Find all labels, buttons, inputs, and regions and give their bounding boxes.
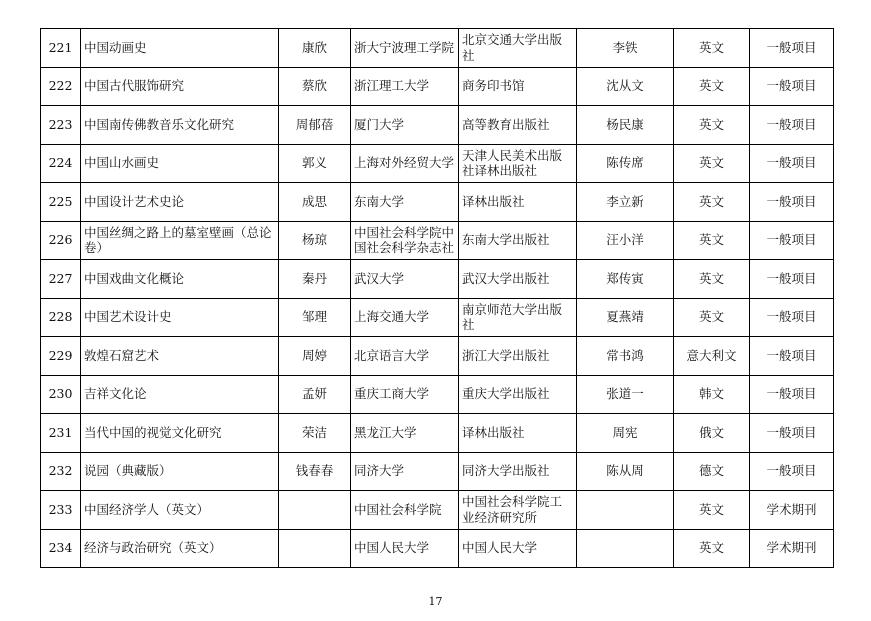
cell-project-type: 一般项目 <box>750 29 834 68</box>
cell-translator-name <box>279 529 351 568</box>
cell-translator-name: 杨琼 <box>279 221 351 260</box>
cell-translator-name: 孟妍 <box>279 375 351 414</box>
cell-project-type: 一般项目 <box>750 106 834 145</box>
cell-original-author: 周宪 <box>577 414 674 453</box>
cell-original-author: 张道一 <box>577 375 674 414</box>
cell-project-type: 一般项目 <box>750 414 834 453</box>
cell-institution: 中国社会科学院中国社会科学杂志社 <box>351 221 459 260</box>
cell-number: 223 <box>41 106 81 145</box>
cell-publisher: 天津人民美术出版社译林出版社 <box>459 144 577 183</box>
cell-language: 英文 <box>674 298 750 337</box>
cell-translator-name: 邹理 <box>279 298 351 337</box>
cell-institution: 东南大学 <box>351 183 459 222</box>
cell-original-author: 陈传席 <box>577 144 674 183</box>
cell-institution: 浙江理工大学 <box>351 67 459 106</box>
cell-project-type: 一般项目 <box>750 452 834 491</box>
page-number: 17 <box>428 595 443 608</box>
project-table <box>40 28 834 568</box>
cell-title: 中国经济学人（英文） <box>81 491 279 530</box>
cell-language: 英文 <box>674 260 750 299</box>
cell-publisher: 中国人民大学 <box>459 529 577 568</box>
cell-translator-name: 郭义 <box>279 144 351 183</box>
cell-project-type: 一般项目 <box>750 337 834 376</box>
cell-publisher: 译林出版社 <box>459 183 577 222</box>
cell-publisher: 译林出版社 <box>459 414 577 453</box>
cell-institution: 重庆工商大学 <box>351 375 459 414</box>
cell-language: 英文 <box>674 221 750 260</box>
cell-original-author: 常书鸿 <box>577 337 674 376</box>
cell-publisher: 高等教育出版社 <box>459 106 577 145</box>
cell-language: 英文 <box>674 106 750 145</box>
cell-language: 英文 <box>674 144 750 183</box>
cell-project-type: 一般项目 <box>750 67 834 106</box>
cell-number: 232 <box>41 452 81 491</box>
cell-number: 226 <box>41 221 81 260</box>
table-row <box>41 29 834 68</box>
table-row <box>41 67 834 106</box>
table-row <box>41 529 834 568</box>
cell-original-author: 李铁 <box>577 29 674 68</box>
cell-project-type: 学术期刊 <box>750 491 834 530</box>
cell-language: 俄文 <box>674 414 750 453</box>
table-row <box>41 144 834 183</box>
cell-title: 吉祥文化论 <box>81 375 279 414</box>
cell-publisher: 中国社会科学院工业经济研究所 <box>459 491 577 530</box>
cell-publisher: 北京交通大学出版社 <box>459 29 577 68</box>
table-row <box>41 414 834 453</box>
cell-title: 中国山水画史 <box>81 144 279 183</box>
cell-institution: 黑龙江大学 <box>351 414 459 453</box>
cell-institution: 浙大宁波理工学院 <box>351 29 459 68</box>
cell-original-author <box>577 491 674 530</box>
cell-title: 敦煌石窟艺术 <box>81 337 279 376</box>
cell-publisher: 商务印书馆 <box>459 67 577 106</box>
cell-institution: 厦门大学 <box>351 106 459 145</box>
cell-project-type: 一般项目 <box>750 183 834 222</box>
cell-number: 229 <box>41 337 81 376</box>
cell-institution: 上海交通大学 <box>351 298 459 337</box>
cell-translator-name: 周婷 <box>279 337 351 376</box>
cell-title: 中国南传佛教音乐文化研究 <box>81 106 279 145</box>
cell-number: 228 <box>41 298 81 337</box>
cell-institution: 上海对外经贸大学 <box>351 144 459 183</box>
cell-language: 英文 <box>674 183 750 222</box>
cell-title: 中国动画史 <box>81 29 279 68</box>
cell-language: 德文 <box>674 452 750 491</box>
table-row <box>41 375 834 414</box>
cell-original-author: 沈从文 <box>577 67 674 106</box>
cell-language: 英文 <box>674 29 750 68</box>
cell-number: 225 <box>41 183 81 222</box>
cell-language: 意大利文 <box>674 337 750 376</box>
cell-original-author: 陈从周 <box>577 452 674 491</box>
cell-publisher: 南京师范大学出版社 <box>459 298 577 337</box>
cell-number: 231 <box>41 414 81 453</box>
cell-original-author: 汪小洋 <box>577 221 674 260</box>
cell-title: 说园（典藏版） <box>81 452 279 491</box>
cell-title: 当代中国的视觉文化研究 <box>81 414 279 453</box>
cell-institution: 中国人民大学 <box>351 529 459 568</box>
table-body <box>41 29 834 568</box>
cell-project-type: 一般项目 <box>750 144 834 183</box>
cell-translator-name: 蔡欣 <box>279 67 351 106</box>
table-row <box>41 452 834 491</box>
cell-number: 233 <box>41 491 81 530</box>
cell-translator-name: 康欣 <box>279 29 351 68</box>
cell-translator-name: 秦丹 <box>279 260 351 299</box>
table-row <box>41 298 834 337</box>
cell-project-type: 一般项目 <box>750 260 834 299</box>
cell-language: 韩文 <box>674 375 750 414</box>
cell-project-type: 学术期刊 <box>750 529 834 568</box>
cell-language: 英文 <box>674 67 750 106</box>
cell-title: 中国戏曲文化概论 <box>81 260 279 299</box>
cell-original-author: 杨民康 <box>577 106 674 145</box>
cell-project-type: 一般项目 <box>750 298 834 337</box>
cell-project-type: 一般项目 <box>750 375 834 414</box>
cell-number: 234 <box>41 529 81 568</box>
table-row <box>41 221 834 260</box>
cell-publisher: 武汉大学出版社 <box>459 260 577 299</box>
cell-publisher: 同济大学出版社 <box>459 452 577 491</box>
cell-publisher: 东南大学出版社 <box>459 221 577 260</box>
cell-title: 中国艺术设计史 <box>81 298 279 337</box>
table-row <box>41 260 834 299</box>
cell-title: 中国古代服饰研究 <box>81 67 279 106</box>
cell-translator-name: 周郁蓓 <box>279 106 351 145</box>
table-row <box>41 183 834 222</box>
cell-publisher: 重庆大学出版社 <box>459 375 577 414</box>
cell-number: 224 <box>41 144 81 183</box>
cell-title: 中国丝绸之路上的墓室壁画（总论卷） <box>81 221 279 260</box>
cell-number: 222 <box>41 67 81 106</box>
cell-institution: 中国社会科学院 <box>351 491 459 530</box>
cell-translator-name: 荣洁 <box>279 414 351 453</box>
cell-number: 227 <box>41 260 81 299</box>
cell-original-author: 李立新 <box>577 183 674 222</box>
cell-original-author: 夏燕靖 <box>577 298 674 337</box>
cell-translator-name: 成思 <box>279 183 351 222</box>
cell-title: 中国设计艺术史论 <box>81 183 279 222</box>
table-row <box>41 491 834 530</box>
cell-translator-name <box>279 491 351 530</box>
cell-number: 230 <box>41 375 81 414</box>
cell-title: 经济与政治研究（英文） <box>81 529 279 568</box>
table-row <box>41 337 834 376</box>
cell-language: 英文 <box>674 529 750 568</box>
cell-original-author <box>577 529 674 568</box>
cell-number: 221 <box>41 29 81 68</box>
cell-language: 英文 <box>674 491 750 530</box>
cell-publisher: 浙江大学出版社 <box>459 337 577 376</box>
cell-institution: 武汉大学 <box>351 260 459 299</box>
cell-translator-name: 钱春春 <box>279 452 351 491</box>
cell-project-type: 一般项目 <box>750 221 834 260</box>
cell-institution: 同济大学 <box>351 452 459 491</box>
cell-original-author: 郑传寅 <box>577 260 674 299</box>
table-row <box>41 106 834 145</box>
cell-institution: 北京语言大学 <box>351 337 459 376</box>
